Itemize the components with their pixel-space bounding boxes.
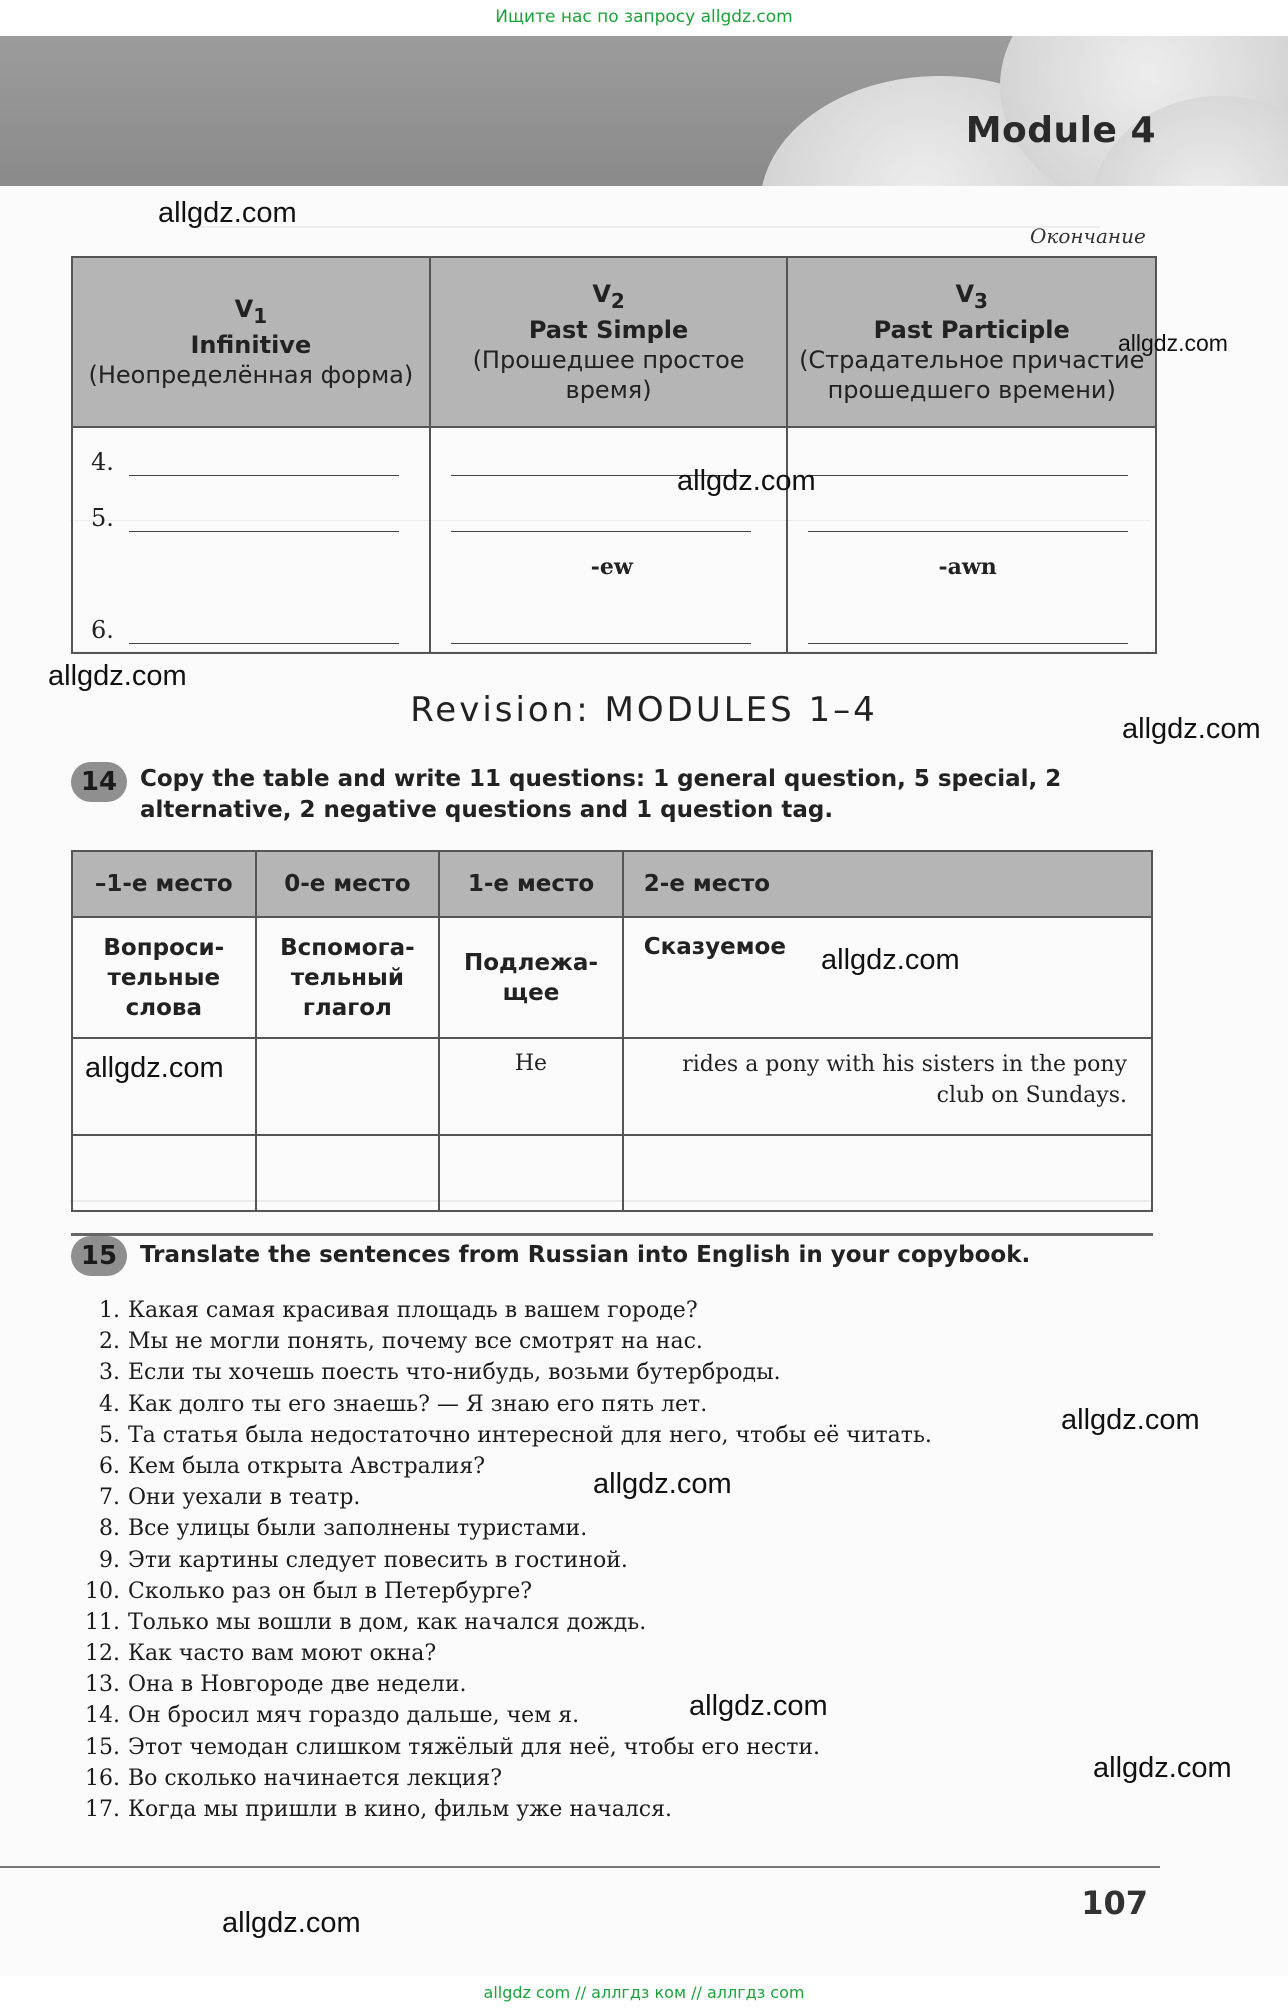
position-header: 2-е место <box>623 851 1152 917</box>
answer-blank[interactable] <box>129 530 399 532</box>
list-item: 13. Она в Новгороде две недели. <box>85 1672 467 1698</box>
watermark: allgdz.com <box>821 944 960 976</box>
example-subject: He <box>439 1038 623 1135</box>
list-item: 1. Какая самая красивая площадь в вашем городе? <box>99 1298 698 1323</box>
example-predicate: rides a pony with his sisters in the pony club on Sundays. <box>623 1038 1152 1135</box>
answer-blank[interactable] <box>129 474 399 476</box>
answer-blank[interactable] <box>129 642 399 644</box>
position-header: 0-е место <box>256 851 440 917</box>
list-item: 5. Та статья была недостаточно интересной для него, чтобы её читать. <box>99 1422 932 1448</box>
question-order-table <box>71 850 1153 1212</box>
watermark: allgdz.com <box>1122 713 1261 745</box>
watermark: allgdz.com <box>1093 1752 1232 1784</box>
list-item: 15. Этот чемодан слишком тяжёлый для неё, чтобы его нести. <box>85 1734 821 1760</box>
list-item: 11. Только мы вошли в дом, как начался дождь. <box>85 1609 647 1635</box>
bottom-divider <box>0 1866 1160 1868</box>
exercise-14-number: 14 <box>71 762 127 802</box>
answer-blank[interactable] <box>451 642 751 644</box>
suffix-hint-v3: -awn <box>938 554 997 580</box>
list-item: 9. Эти картины следует повесить в гостиной. <box>99 1547 628 1573</box>
answer-cell[interactable] <box>623 1135 1152 1211</box>
answer-cell[interactable] <box>256 1135 440 1211</box>
list-item: 14. Он бросил мяч гораздо дальше, чем я. <box>85 1703 580 1729</box>
exercise-15-instruction: Translate the sentences from Russian into English in your copybook. <box>140 1242 1031 1268</box>
answer-blank[interactable] <box>808 642 1128 644</box>
list-item: 3. Если ты хочешь поесть что-нибудь, возьми бутерброды. <box>99 1360 781 1386</box>
watermark: allgdz.com <box>85 1052 224 1084</box>
cell-v1 <box>72 540 430 596</box>
answer-blank[interactable] <box>808 474 1128 476</box>
header-v1: $V_1$ Infinitive (Неопределённая форма) <box>72 257 430 427</box>
row-number: 5. <box>91 504 114 532</box>
list-item: 6. Кем была открыта Австралия? <box>99 1453 486 1479</box>
cell-v2 <box>430 540 788 596</box>
module-header <box>0 36 1288 186</box>
role-header: Вопроси-тельные слова <box>72 917 256 1038</box>
cell-v2 <box>430 596 788 653</box>
watermark: allgdz.com <box>1118 330 1228 356</box>
footer-banner[interactable]: allgdz com // аллгдз ком // аллгдз com <box>0 1976 1288 2011</box>
answer-cell[interactable] <box>439 1135 623 1211</box>
watermark: allgdz.com <box>593 1468 732 1500</box>
translation-sentences <box>76 1295 932 1825</box>
header-v3: $V_3$ Past Participle (Страдательное причастие прошедшего времени) <box>787 257 1156 427</box>
suffix-hint-v2: -ew <box>590 554 633 580</box>
row-number: 6. <box>91 616 114 644</box>
list-item: 16. Во сколько начинается лекция? <box>85 1765 503 1791</box>
module-title: Module 4 <box>965 110 1156 151</box>
section-divider <box>71 1233 1153 1236</box>
verb-forms-table <box>71 256 1157 654</box>
role-header: Сказуемое <box>623 917 1152 1038</box>
example-cell <box>256 1038 440 1135</box>
watermark: allgdz.com <box>48 660 187 692</box>
watermark: allgdz.com <box>222 1907 361 1939</box>
position-header: –1-е место <box>72 851 256 917</box>
watermark: allgdz.com <box>158 197 297 229</box>
list-item: 12. Как часто вам моют окна? <box>85 1641 437 1667</box>
cell-v3 <box>787 540 1156 596</box>
cell-v3 <box>787 427 1156 484</box>
cell-v3 <box>787 596 1156 653</box>
revision-heading: Revision: MODULES 1–4 <box>410 690 878 730</box>
role-header: Подлежа-щее <box>439 917 623 1038</box>
list-item: 4. Как долго ты его знаешь? — Я знаю его пять лет. <box>99 1391 708 1417</box>
answer-cell[interactable] <box>72 1135 256 1211</box>
cell-v1 <box>72 427 430 484</box>
watermark: allgdz.com <box>1061 1404 1200 1436</box>
list-item: 2. Мы не могли понять, почему все смотрят на нас. <box>99 1329 703 1355</box>
answer-blank[interactable] <box>808 530 1128 532</box>
answer-blank[interactable] <box>451 530 751 532</box>
exercise-14-instruction: Copy the table and write 11 questions: 1 general question, 5 special, 2 alternative, 2 negative questions and 1 question tag. <box>140 766 1062 823</box>
list-item: 17. Когда мы пришли в кино, фильм уже начался. <box>85 1797 672 1822</box>
row-number: 4. <box>91 448 114 476</box>
top-banner[interactable]: Ищите нас по запросу allgdz.com <box>495 7 793 27</box>
page-number: 107 <box>1081 1884 1148 1922</box>
role-header: Вспомога-тельный глагол <box>256 917 440 1038</box>
cell-v3 <box>787 484 1156 540</box>
exercise-15-number: 15 <box>71 1236 127 1276</box>
watermark: allgdz.com <box>677 465 816 497</box>
list-item: 7. Они уехали в театр. <box>99 1485 361 1511</box>
ending-label: Окончание <box>1030 224 1146 248</box>
list-item: 8. Все улицы были заполнены туристами. <box>99 1516 588 1542</box>
position-header: 1-е место <box>439 851 623 917</box>
header-v2: $V_2$ Past Simple (Прошедшее простое время) <box>430 257 788 427</box>
cell-v1 <box>72 484 430 540</box>
list-item: 10. Сколько раз он был в Петербурге? <box>85 1578 533 1604</box>
cell-v1 <box>72 596 430 653</box>
watermark: allgdz.com <box>689 1690 828 1722</box>
